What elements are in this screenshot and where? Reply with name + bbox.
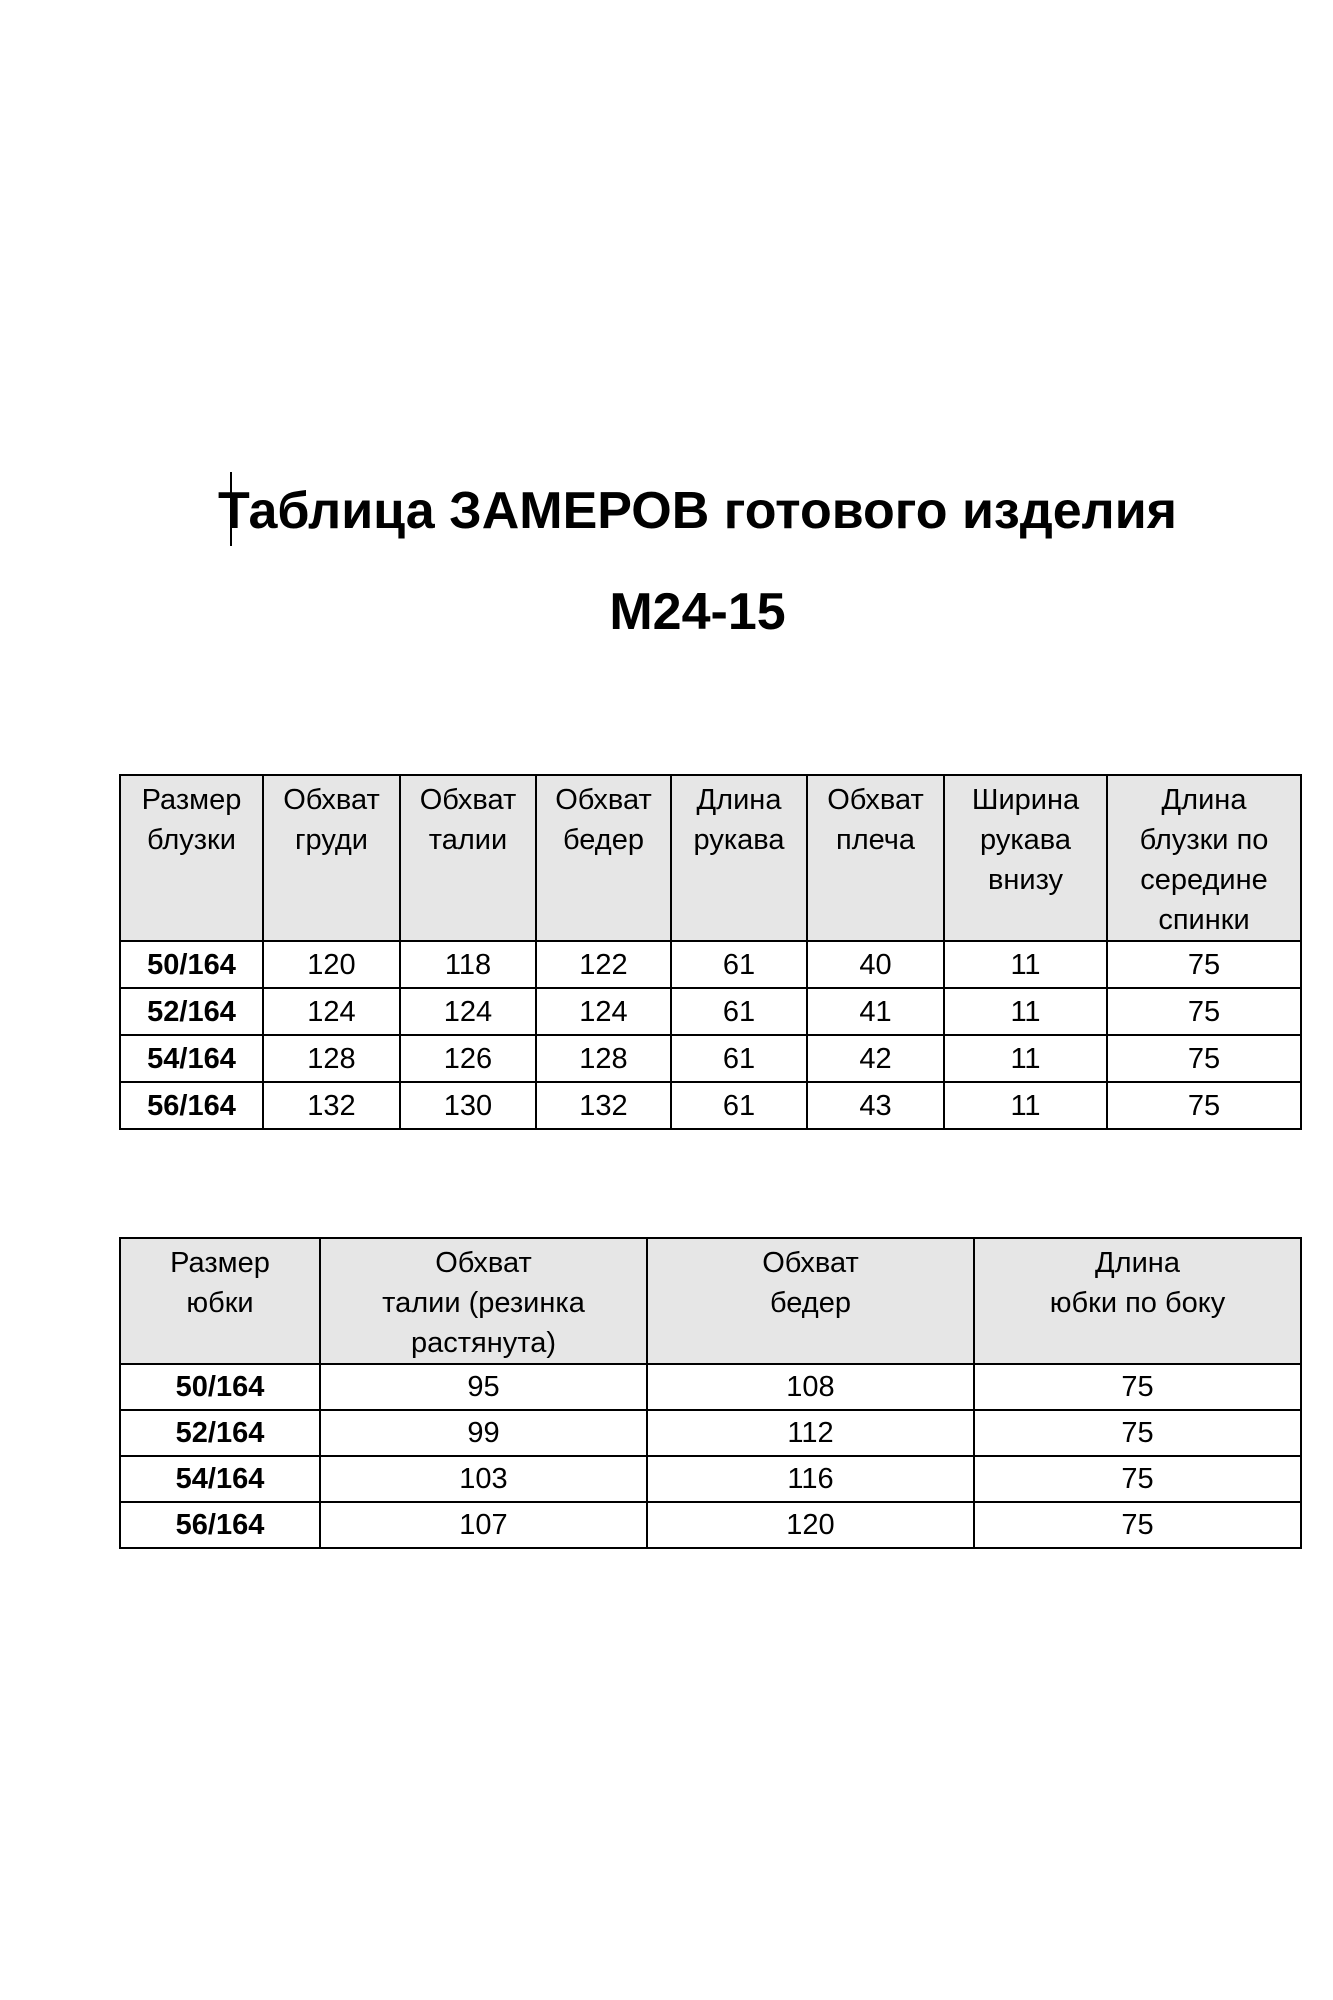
value-cell: 75 <box>974 1456 1301 1502</box>
column-header-line: Ширина <box>971 784 1080 816</box>
size-cell: 52/164 <box>120 988 263 1035</box>
value-cell: 116 <box>647 1456 974 1502</box>
column-header <box>400 775 536 941</box>
blouse-measurements-table <box>119 774 1302 1130</box>
value-cell: 128 <box>263 1035 400 1082</box>
value-cell: 99 <box>320 1410 647 1456</box>
value-cell: 61 <box>671 1082 807 1129</box>
skirt-measurements-table <box>119 1237 1302 1549</box>
column-header-line: середине <box>1140 864 1268 896</box>
column-header-line: бедер <box>770 1287 851 1319</box>
value-cell: 120 <box>647 1502 974 1548</box>
column-header-line: Обхват <box>419 784 517 816</box>
column-header-line: плеча <box>835 824 916 856</box>
value-cell: 122 <box>536 941 671 988</box>
column-header-line: Длина <box>696 784 782 816</box>
column-header-line: спинки <box>1158 904 1250 936</box>
column-header-line: блузки по <box>1139 824 1269 856</box>
value-cell: 124 <box>536 988 671 1035</box>
blouse-table-body <box>120 775 1301 1129</box>
value-cell: 61 <box>671 941 807 988</box>
table-row <box>120 1082 1301 1129</box>
column-header-line: рукава <box>980 824 1071 856</box>
column-header-line: растянута) <box>411 1327 556 1359</box>
table-row <box>120 988 1301 1035</box>
value-cell: 43 <box>807 1082 944 1129</box>
column-header-line: талии <box>428 824 508 856</box>
size-cell: 56/164 <box>120 1082 263 1129</box>
value-cell: 75 <box>1107 1035 1301 1082</box>
value-cell: 75 <box>974 1410 1301 1456</box>
table-row <box>120 1364 1301 1410</box>
value-cell: 41 <box>807 988 944 1035</box>
column-header <box>671 775 807 941</box>
skirt-table-body <box>120 1238 1301 1548</box>
value-cell: 132 <box>536 1082 671 1129</box>
model-code: М24-15 <box>609 583 786 641</box>
column-header-line: талии (резинка <box>382 1287 585 1319</box>
column-header-line: груди <box>294 824 369 856</box>
value-cell: 107 <box>320 1502 647 1548</box>
column-header <box>320 1238 647 1364</box>
column-header-line: Обхват <box>283 784 380 816</box>
column-header-line: Обхват <box>435 1247 532 1279</box>
column-header-line: блузки <box>147 824 236 856</box>
size-cell: 50/164 <box>120 1364 320 1410</box>
value-cell: 108 <box>647 1364 974 1410</box>
page-title: Таблица ЗАМЕРОВ готового изделия <box>217 482 1178 540</box>
value-cell: 11 <box>944 1035 1107 1082</box>
value-cell: 120 <box>263 941 400 988</box>
value-cell: 124 <box>263 988 400 1035</box>
column-header <box>536 775 671 941</box>
value-cell: 75 <box>974 1502 1301 1548</box>
value-cell: 124 <box>400 988 536 1035</box>
column-header-line: бедер <box>563 824 644 856</box>
value-cell: 118 <box>400 941 536 988</box>
value-cell: 132 <box>263 1082 400 1129</box>
value-cell: 42 <box>807 1035 944 1082</box>
column-header <box>263 775 400 941</box>
size-cell: 54/164 <box>120 1456 320 1502</box>
column-header-line: внизу <box>987 864 1064 896</box>
column-header-line: рукава <box>693 824 785 856</box>
value-cell: 11 <box>944 1082 1107 1129</box>
value-cell: 75 <box>1107 941 1301 988</box>
column-header-line: Длина <box>1161 784 1247 816</box>
size-cell: 56/164 <box>120 1502 320 1548</box>
column-header-line: Длина <box>1095 1247 1180 1279</box>
value-cell: 103 <box>320 1456 647 1502</box>
value-cell: 95 <box>320 1364 647 1410</box>
table-row <box>120 1410 1301 1456</box>
table-row <box>120 1035 1301 1082</box>
value-cell: 11 <box>944 988 1107 1035</box>
column-header-line: юбки <box>186 1287 254 1319</box>
column-header <box>974 1238 1301 1364</box>
table-row <box>120 1456 1301 1502</box>
column-header-line: Обхват <box>827 784 924 816</box>
column-header-line: юбки по боку <box>1049 1287 1226 1319</box>
value-cell: 75 <box>974 1364 1301 1410</box>
header-row <box>120 1238 1301 1364</box>
value-cell: 126 <box>400 1035 536 1082</box>
column-header <box>120 775 263 941</box>
value-cell: 75 <box>1107 1082 1301 1129</box>
column-header-line: Обхват <box>762 1247 859 1279</box>
size-cell: 54/164 <box>120 1035 263 1082</box>
value-cell: 40 <box>807 941 944 988</box>
column-header <box>807 775 944 941</box>
value-cell: 61 <box>671 988 807 1035</box>
header-row <box>120 775 1301 941</box>
value-cell: 75 <box>1107 988 1301 1035</box>
column-header <box>1107 775 1301 941</box>
column-header <box>944 775 1107 941</box>
value-cell: 112 <box>647 1410 974 1456</box>
value-cell: 128 <box>536 1035 671 1082</box>
column-header <box>120 1238 320 1364</box>
column-header <box>647 1238 974 1364</box>
value-cell: 61 <box>671 1035 807 1082</box>
size-cell: 50/164 <box>120 941 263 988</box>
table-row <box>120 941 1301 988</box>
table-row <box>120 1502 1301 1548</box>
column-header-line: Размер <box>170 1247 270 1279</box>
column-header-line: Размер <box>141 784 242 816</box>
column-header-line: Обхват <box>555 784 652 816</box>
value-cell: 130 <box>400 1082 536 1129</box>
size-cell: 52/164 <box>120 1410 320 1456</box>
value-cell: 11 <box>944 941 1107 988</box>
